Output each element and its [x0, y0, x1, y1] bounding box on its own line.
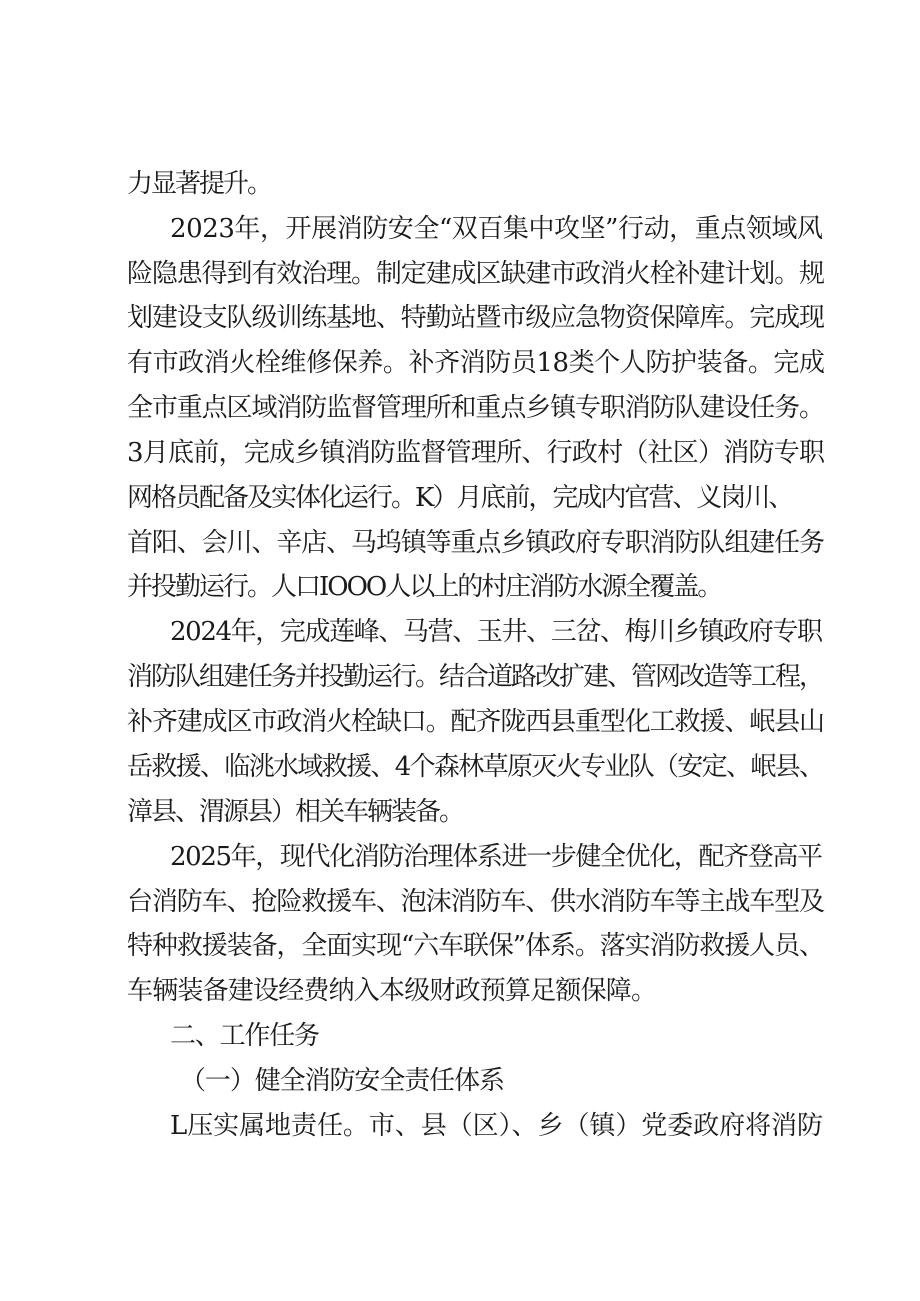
text-line-2: 2023年，开展消防安全“双百集中攻坚”行动，重点领域风 — [170, 214, 823, 244]
text-line-18: 特种救援装备，全面实现“六车联保”体系。落实消防救援人员、 — [127, 931, 824, 961]
section-heading: 二、工作任务 — [170, 1021, 319, 1051]
text-line-14: 岳救援、临洮水域救援、4个森林草原灭火专业队（安定、岷县、 — [127, 752, 824, 782]
text-line-9: 首阳、会川、辛店、马坞镇等重点乡镇政府专职消防队组建任务 — [127, 528, 824, 558]
subsection-heading: （一）健全消防安全责任体系 — [180, 1066, 504, 1096]
text-line-17: 台消防车、抢险救援车、泡沫消防车、供水消防车等主战车型及 — [127, 887, 824, 917]
text-line-5: 有市政消火栓维修保养。补齐消防员18类个人防护装备。完成 — [127, 348, 825, 378]
text-line-6: 全市重点区域消防监督管理所和重点乡镇专职消防队建设任务。 — [127, 393, 824, 423]
text-line-22: L压实属地责任。市、县（区）、乡（镇）党委政府将消防 — [170, 1111, 823, 1141]
text-line-1: 力显著提升。 — [127, 169, 272, 199]
text-line-8: 网格员配备及实体化运行。K）月底前，完成内官营、义岗川、 — [127, 483, 793, 513]
text-line-13: 补齐建成区市政消火栓缺口。配齐陇西县重型化工救援、岷县山 — [127, 707, 824, 737]
text-line-12: 消防队组建任务并投勤运行。结合道路改扩建、管网改造等工程， — [127, 662, 824, 692]
text-line-7: 3月底前，完成乡镇消防监督管理所、行政村（社区）消防专职 — [127, 438, 825, 468]
text-line-19: 车辆装备建设经费纳入本级财政预算足额保障。 — [127, 976, 657, 1006]
text-line-11: 2024年，完成莲峰、马营、玉井、三岔、梅川乡镇政府专职 — [170, 617, 822, 647]
text-line-3: 险隐患得到有效治理。制定建成区缺建市政消火栓补建计划。规 — [127, 259, 824, 289]
text-line-4: 划建设支队级训练基地、特勤站暨市级应急物资保障库。完成现 — [127, 303, 824, 333]
text-line-10: 并投勤运行。人口IOOO人以上的村庄消防水源全覆盖。 — [127, 572, 722, 602]
text-line-15: 漳县、渭源县）相关车辆装备。 — [127, 797, 464, 827]
text-line-16: 2025年，现代化消防治理体系进一步健全优化，配齐登高平 — [170, 842, 822, 872]
